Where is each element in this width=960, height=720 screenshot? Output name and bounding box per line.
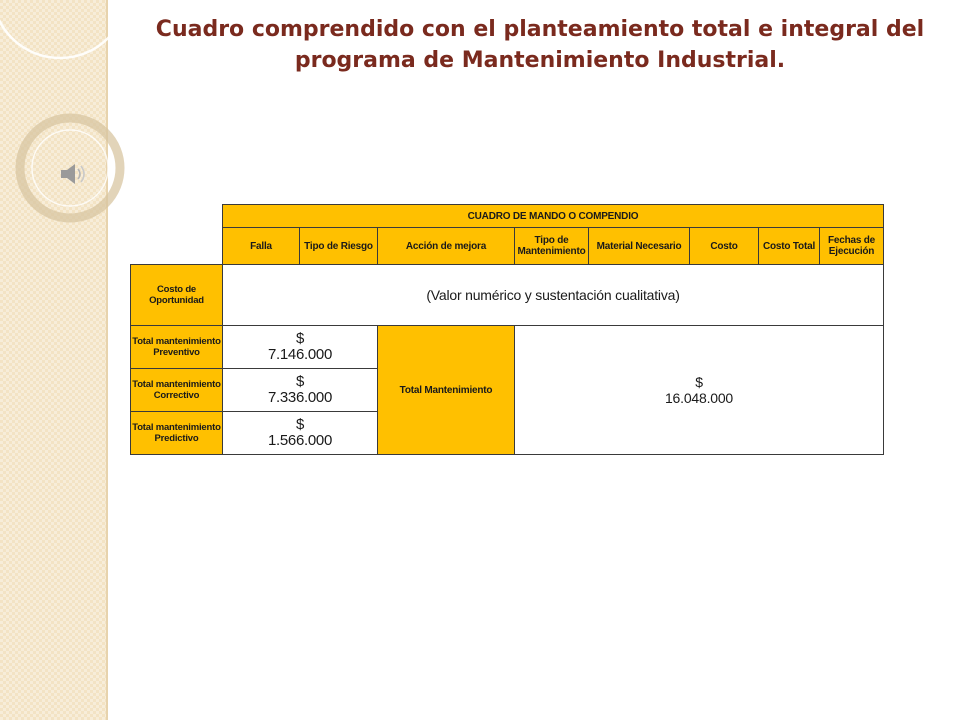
column-header: Costo Total — [758, 227, 820, 265]
currency-symbol: $ — [295, 416, 305, 433]
column-header: Falla — [222, 227, 300, 265]
column-header: Tipo de Mantenimiento — [514, 227, 589, 265]
decorative-circles — [0, 0, 140, 260]
opportunity-value: (Valor numérico y sustentación cualitativa) — [222, 264, 884, 326]
speaker-icon[interactable] — [58, 160, 88, 188]
total-maintenance-amount — [514, 325, 884, 455]
amount-value: 1.566.000 — [267, 432, 333, 449]
column-header: Tipo de Riesgo — [299, 227, 378, 265]
row-label-preventive: Total mantenimiento Preventivo — [130, 325, 223, 369]
slide-title: Cuadro comprendido con el planteamiento total e integral del programa de Mantenimiento Industrial. — [155, 17, 925, 73]
amount-value: 7.146.000 — [267, 346, 333, 363]
preventive-amount — [222, 325, 378, 369]
row-label-predictive: Total mantenimiento Predictivo — [130, 411, 223, 455]
currency-symbol: $ — [695, 374, 703, 390]
column-header: Acción de mejora — [377, 227, 515, 265]
amount-value: 16.048.000 — [664, 390, 734, 406]
total-maintenance-label: Total Mantenimiento — [377, 325, 515, 455]
table-caption: CUADRO DE MANDO O COMPENDIO — [222, 204, 884, 228]
currency-symbol: $ — [295, 373, 305, 390]
column-header: Costo — [689, 227, 759, 265]
predictive-amount — [222, 411, 378, 455]
column-header: Material Necesario — [588, 227, 690, 265]
row-label-opportunity: Costo de Oportunidad — [130, 264, 223, 326]
corrective-amount — [222, 368, 378, 412]
row-label-corrective: Total mantenimiento Correctivo — [130, 368, 223, 412]
column-header: Fechas de Ejecución — [819, 227, 884, 265]
currency-symbol: $ — [295, 330, 305, 347]
amount-value: 7.336.000 — [267, 389, 333, 406]
